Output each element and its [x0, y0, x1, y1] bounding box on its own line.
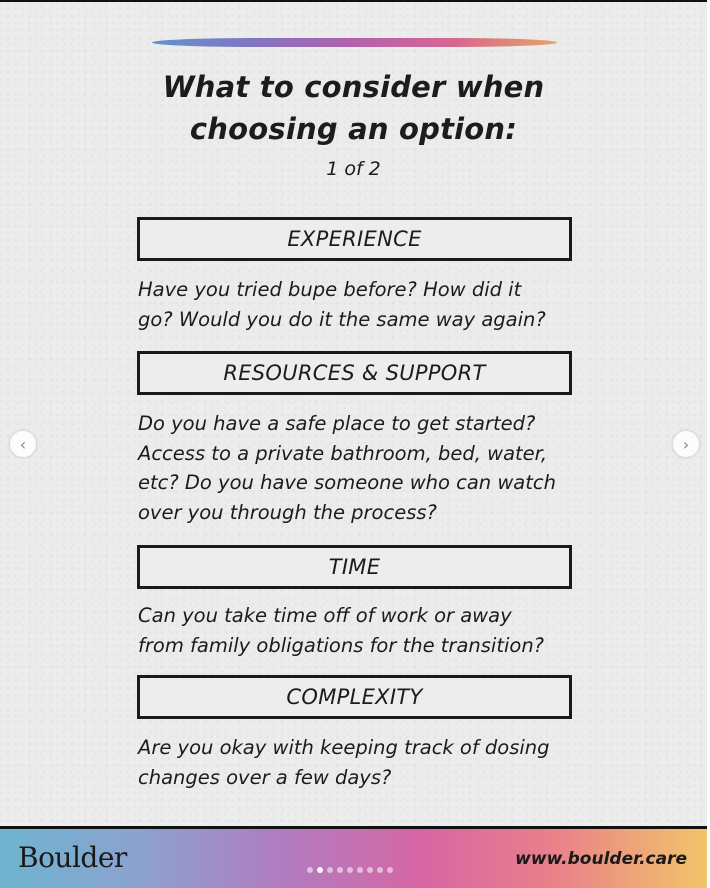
section-line: Access to a private bathroom, bed, water, [138, 441, 548, 465]
section-line: Have you tried bupe before? How did it [138, 278, 522, 301]
section-body-resources-support [138, 409, 578, 527]
card-title-line-2: choosing an option: [189, 112, 518, 146]
carousel-next-button[interactable] [673, 431, 699, 457]
section-line: Are you okay with keeping track of dosing [138, 736, 550, 759]
carousel-dot[interactable] [387, 867, 393, 873]
section-line: etc? Do you have someone who can watch [138, 471, 556, 494]
carousel-dots [307, 867, 393, 873]
section-line: go? Would you do it the same way again? [138, 307, 546, 331]
chevron-right-icon: › [682, 434, 690, 454]
boulder-logo: Boulder [18, 841, 127, 874]
section-line: Do you have a safe place to get started? [138, 412, 536, 435]
card-title-line-1: What to consider when [162, 70, 545, 104]
section-line: over you through the process? [138, 500, 437, 524]
carousel-dot[interactable] [327, 867, 333, 873]
section-line: changes over a few days? [138, 765, 392, 789]
section-line: from family obligations for the transition? [138, 633, 545, 657]
page-indicator: 1 of 2 [326, 158, 381, 180]
carousel-dot[interactable] [377, 867, 383, 873]
section-heading-resources-support: RESOURCES & SUPPORT [137, 351, 572, 395]
footer-url: www.boulder.care [515, 849, 687, 869]
carousel-prev-button[interactable] [10, 431, 36, 457]
section-line: Can you take time off of work or away [138, 604, 512, 627]
carousel-dot[interactable] [367, 867, 373, 873]
brush-stroke-decoration [151, 38, 557, 47]
carousel-dot[interactable] [347, 867, 353, 873]
footer-banner [0, 826, 707, 888]
section-heading-complexity: COMPLEXITY [137, 675, 572, 719]
carousel-dot[interactable] [357, 867, 363, 873]
carousel-dot[interactable] [337, 867, 343, 873]
top-border [0, 0, 707, 2]
carousel-dot[interactable] [317, 867, 323, 873]
section-heading-experience: EXPERIENCE [137, 217, 572, 261]
section-body-experience [138, 275, 578, 334]
section-body-time [138, 601, 578, 660]
chevron-left-icon: ‹ [19, 434, 27, 454]
section-heading-time: TIME [137, 545, 572, 589]
section-body-complexity [138, 733, 578, 792]
carousel-dot[interactable] [307, 867, 313, 873]
